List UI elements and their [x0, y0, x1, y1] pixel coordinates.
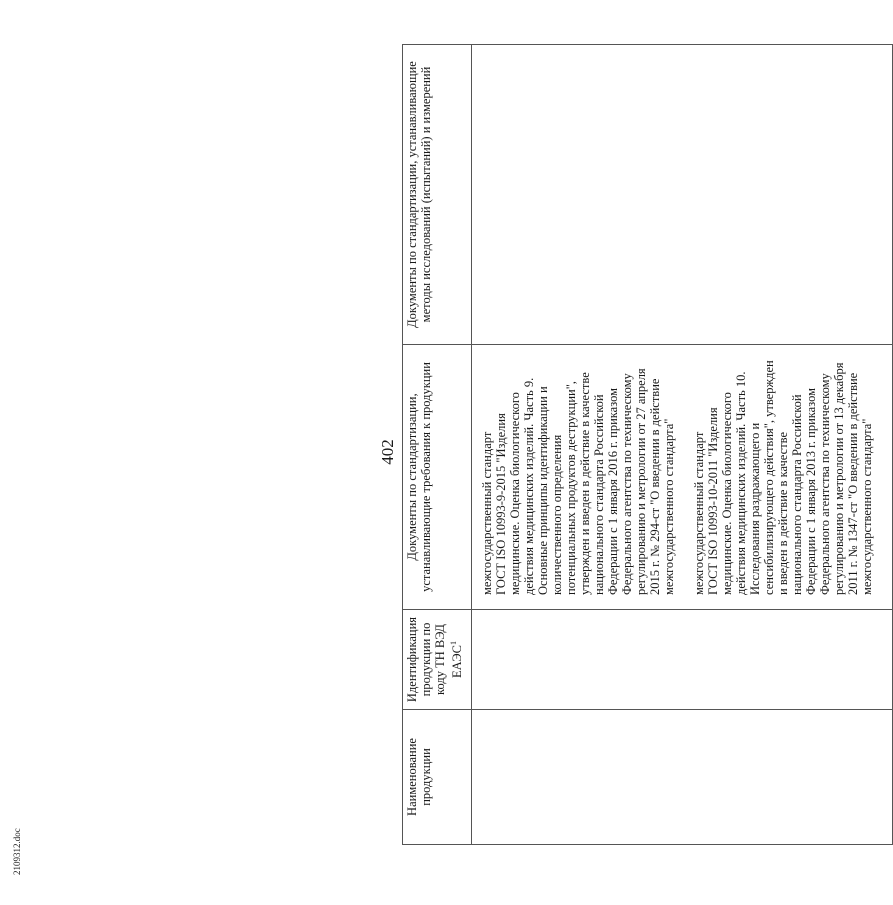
standard-line: медицинские. Оценка биологического — [720, 392, 734, 595]
standard-line: 2015 г. № 294-ст "О введении в действие — [648, 378, 662, 595]
cell-requirements-standards — [472, 345, 893, 610]
standard-line: регулированию и метрологии от 27 апреля — [634, 368, 648, 595]
standard-line: количественного определения — [550, 434, 564, 595]
standard-line: национального стандарта Российской — [592, 394, 606, 595]
standard-line: Федерального агентства по техническому — [620, 373, 634, 595]
table-header-row — [403, 45, 472, 845]
table-row — [472, 45, 893, 845]
standard-line: межгосударственный стандарт — [480, 431, 494, 595]
standard-line: ГОСТ ISO 10993-10-2011 "Изделия — [706, 407, 720, 595]
document-filename: 2109312.doc — [12, 828, 22, 875]
standard-line: сенсибилизирующего действия", утвержден — [762, 360, 776, 595]
standard-line: медицинские. Оценка биологического — [508, 392, 522, 595]
standard-line: потенциальных продуктов деструкции", — [564, 381, 578, 595]
cell-methods-standards — [472, 45, 893, 345]
footnote-marker: 1 — [449, 641, 458, 646]
document-table-container — [402, 45, 874, 845]
header-methods-standards: Документы по стандартизации, устанавливающие методы исследований (испытаний) и измерений — [403, 45, 472, 345]
standard-line: межгосударственного стандарта" — [662, 418, 676, 595]
standard-line: Федерации с 1 января 2013 г. приказом — [804, 388, 818, 595]
header-requirements-standards: Документы по стандартизации, устанавливающие требования к продукции — [403, 345, 472, 610]
header-product-name: Наименование продукции — [403, 710, 472, 845]
standard-line: Федерального агентства по техническому — [818, 373, 832, 595]
standard-line: Основные принципы идентификации и — [536, 386, 550, 595]
cell-product-name — [472, 710, 893, 845]
standard-line: и введен в действие в качестве — [776, 431, 790, 595]
standard-line: Федерации с 1 января 2016 г. приказом — [606, 388, 620, 595]
standard-line: национального стандарта Российской — [790, 394, 804, 595]
standard-line: 2011 г. № 1347-ст "О введении в действие — [846, 372, 860, 595]
standard-line: межгосударственный стандарт — [692, 431, 706, 595]
standard-line: утвержден и введен в действие в качестве — [578, 372, 592, 595]
header-tnved-code — [403, 610, 472, 710]
standard-line: Исследования раздражающего и — [748, 422, 762, 595]
standard-line: межгосударственного стандарта" — [860, 418, 874, 595]
page-number: 402 — [378, 439, 397, 465]
header-tnved-code-text: Идентификация продукции по коду ТН ВЭД ЕАЭС — [405, 616, 465, 703]
standard-line: регулированию и метрологии от 13 декабря — [832, 362, 846, 595]
standard-entry — [480, 349, 676, 595]
cell-tnved-code — [472, 610, 893, 710]
standard-entry — [692, 349, 874, 595]
standard-line: действия медицинских изделий. Часть 10. — [734, 371, 748, 595]
standards-table — [402, 44, 893, 845]
standard-line: действия медицинских изделий. Часть 9. — [522, 377, 536, 595]
standard-line: ГОСТ ISO 10993-9-2015 "Изделия — [494, 413, 508, 595]
